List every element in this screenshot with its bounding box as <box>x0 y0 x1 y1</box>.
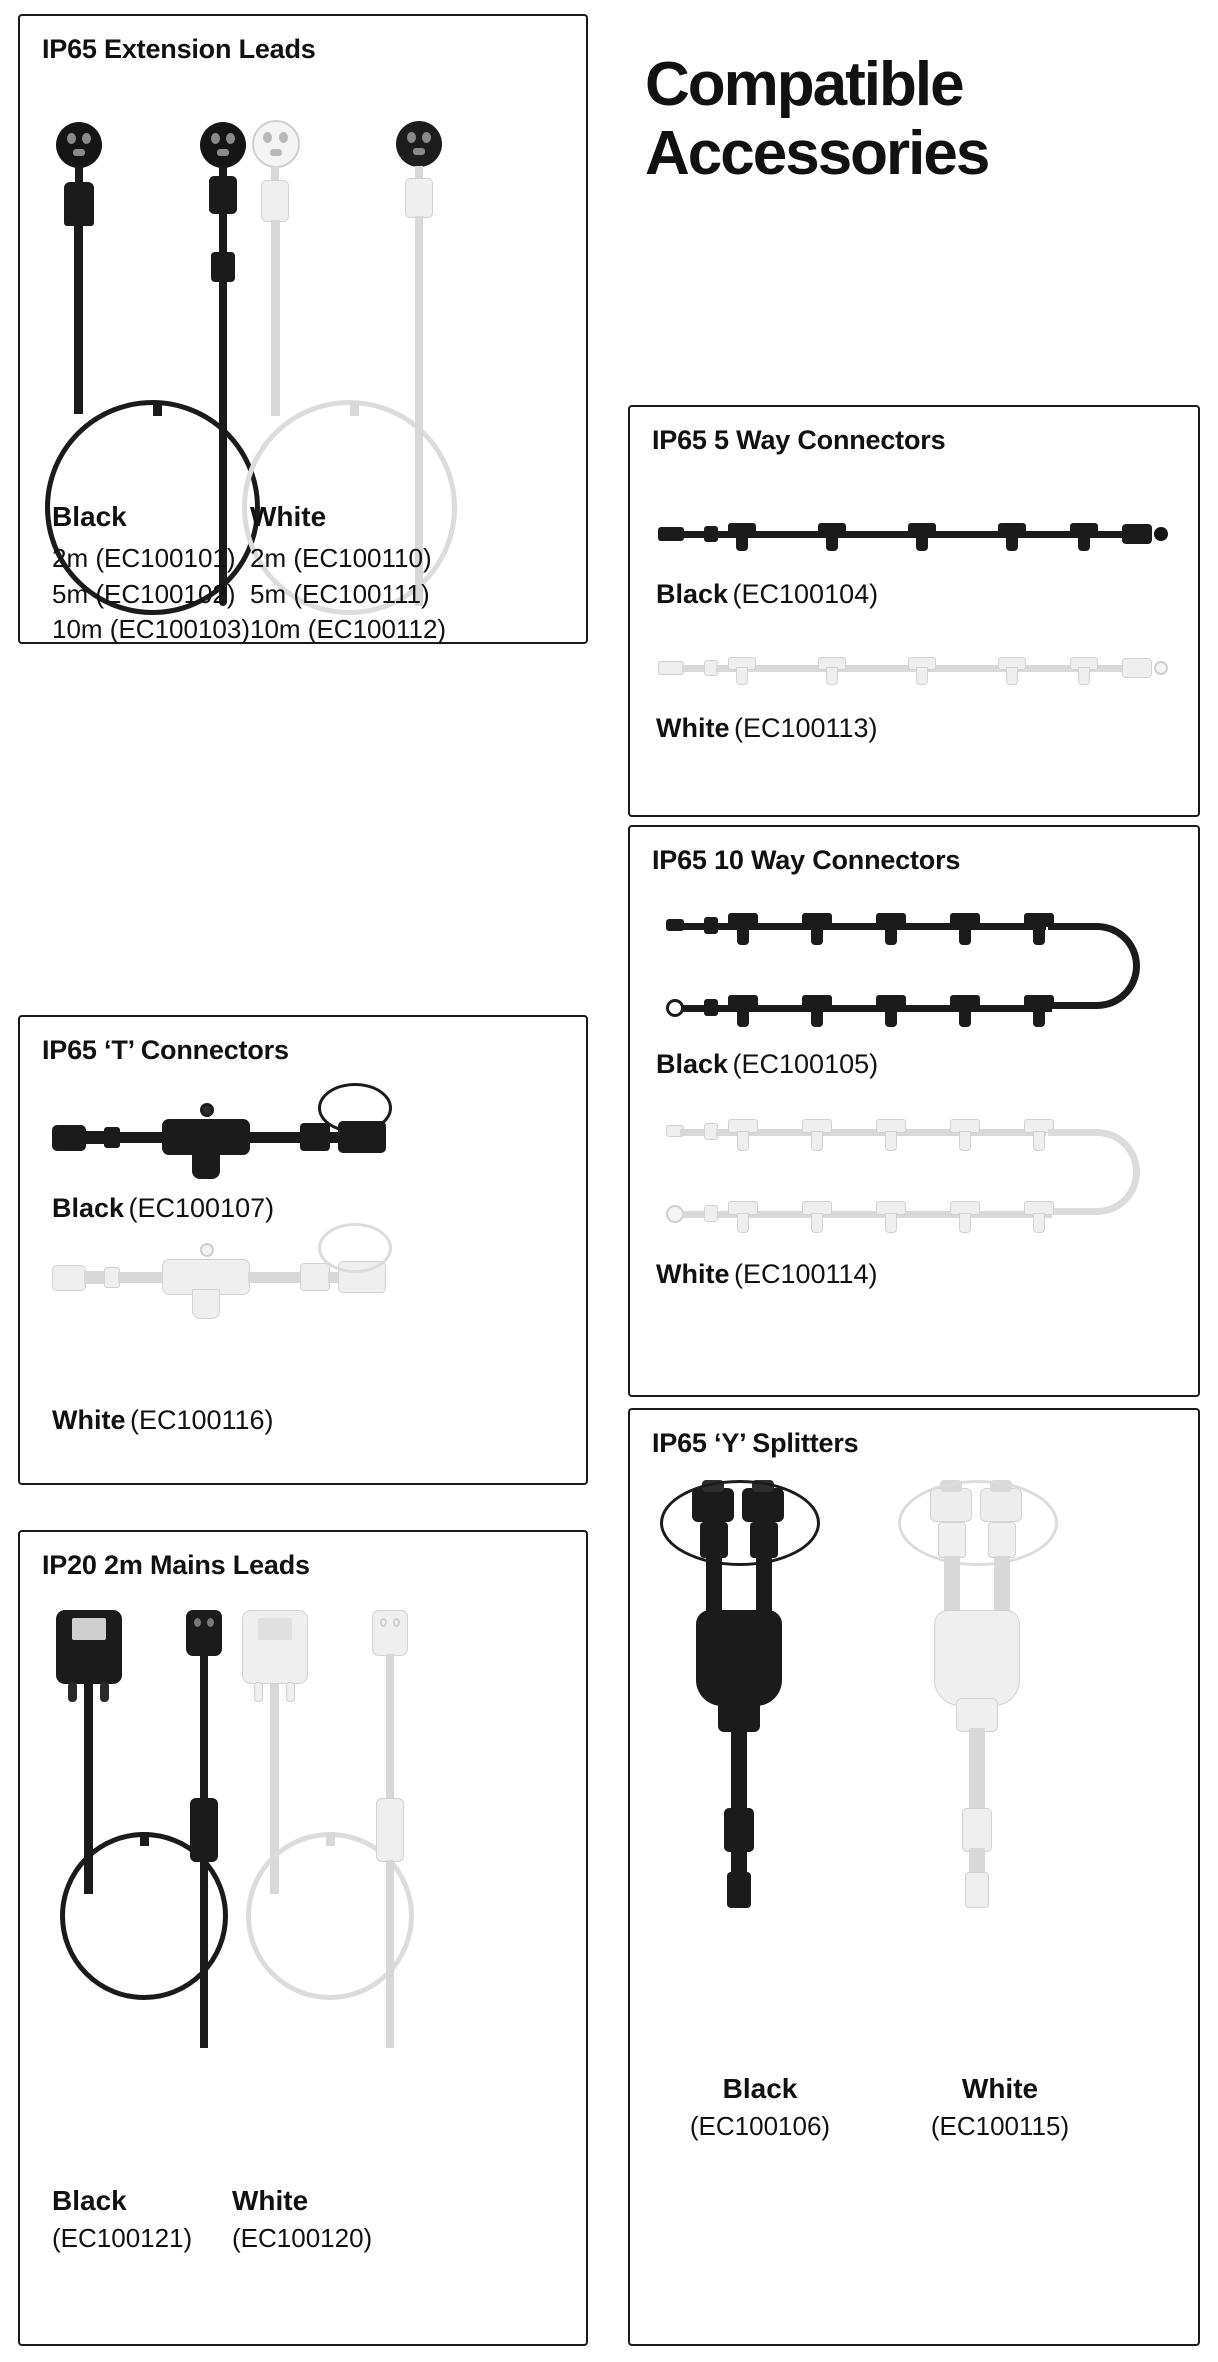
panel-10-way-connectors <box>628 825 1200 1397</box>
ten-way-black-label: Black <box>656 1049 729 1079</box>
extension-leads-black-label: Black <box>52 501 127 532</box>
y-splitters-white-code: (EC100115) <box>930 2110 1070 2141</box>
ten-way-white-code: (EC100114) <box>733 1259 878 1289</box>
page-title-line1: Compatible <box>645 50 963 119</box>
page-title-line2: Accessories <box>645 119 989 189</box>
panel-y-splitters-title: IP65 ‘Y’ Splitters <box>652 1428 859 1458</box>
mains-leads-black-label: Black <box>52 2185 127 2216</box>
mains-leads-white-caption <box>232 2182 452 2257</box>
extension-leads-white-column <box>250 498 480 648</box>
t-connectors-white-code: (EC100116) <box>129 1405 274 1435</box>
mains-leads-black-code: (EC100121) <box>52 2222 193 2253</box>
y-splitters-white-caption <box>880 2070 1120 2145</box>
five-way-white-label: White <box>656 713 730 743</box>
mains-leads-white-code: (EC100120) <box>232 2222 373 2253</box>
page-title <box>645 50 1205 189</box>
ten-way-white-label: White <box>656 1259 730 1289</box>
list-item: 5m (EC100111) <box>250 578 430 609</box>
panel-5-way-connectors-title: IP65 5 Way Connectors <box>652 425 946 455</box>
extension-leads-black-column <box>52 498 262 648</box>
mains-leads-black-caption <box>52 2182 252 2257</box>
list-item: 10m (EC100112) <box>250 614 447 645</box>
y-splitters-black-label: Black <box>722 2073 798 2104</box>
panel-t-connectors-title: IP65 ‘T’ Connectors <box>42 1035 289 1065</box>
panel-5-way-connectors <box>628 405 1200 817</box>
panel-mains-leads-title: IP20 2m Mains Leads <box>42 1550 310 1580</box>
panel-extension-leads <box>18 14 588 644</box>
y-splitters-black-caption <box>650 2070 870 2145</box>
y-splitters-white-label: White <box>961 2073 1039 2104</box>
t-connectors-white-label: White <box>52 1405 126 1435</box>
extension-leads-white-label: White <box>250 501 327 532</box>
five-way-black-code: (EC100104) <box>732 579 879 609</box>
list-item: 2m (EC100101) <box>52 542 236 573</box>
mains-leads-white-label: White <box>232 2185 309 2216</box>
t-connectors-black-label: Black <box>52 1193 125 1223</box>
five-way-black-label: Black <box>656 579 729 609</box>
ten-way-black-code: (EC100105) <box>732 1049 879 1079</box>
panel-10-way-connectors-title: IP65 10 Way Connectors <box>652 845 961 875</box>
t-connectors-black-code: (EC100107) <box>128 1193 275 1223</box>
list-item: 5m (EC100102) <box>52 578 236 609</box>
panel-y-splitters <box>628 1408 1200 2346</box>
five-way-white-code: (EC100113) <box>733 713 878 743</box>
panel-t-connectors <box>18 1015 588 1485</box>
y-splitters-black-code: (EC100106) <box>689 2110 831 2141</box>
panel-extension-leads-title: IP65 Extension Leads <box>42 34 316 64</box>
list-item: 2m (EC100110) <box>250 542 432 573</box>
list-item: 10m (EC100103) <box>52 614 250 645</box>
panel-mains-leads <box>18 1530 588 2346</box>
